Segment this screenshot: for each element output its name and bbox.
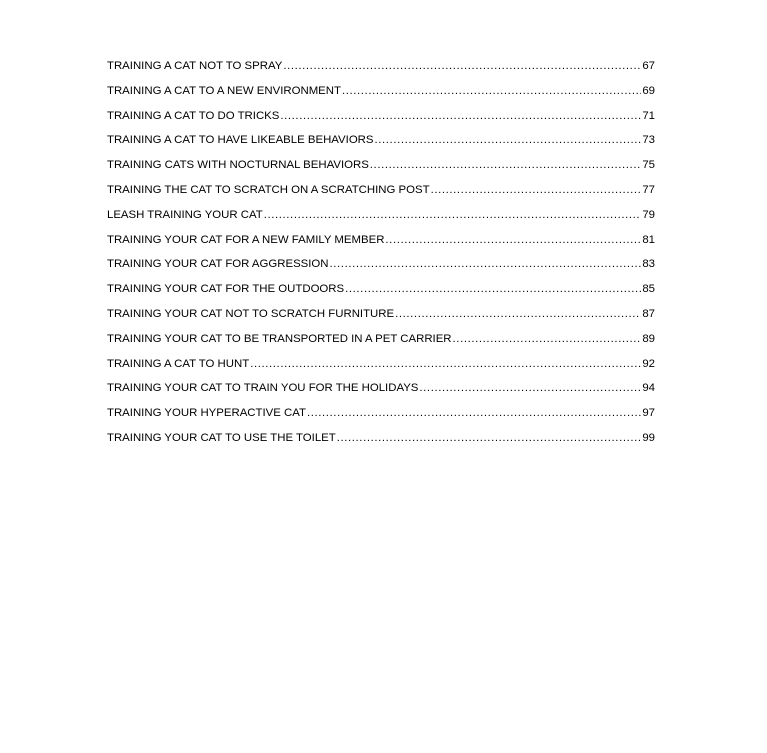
toc-entry[interactable] xyxy=(107,306,655,331)
toc-entry[interactable] xyxy=(107,256,655,281)
dot-leader xyxy=(385,232,641,249)
toc-entry-page-number: 89 xyxy=(642,332,655,345)
toc-entry-page-number: 92 xyxy=(642,357,655,370)
dot-leader xyxy=(342,83,641,100)
toc-entry-title: TRAINING YOUR CAT TO TRAIN YOU FOR THE HOLIDAYS xyxy=(107,382,419,395)
toc-entry[interactable] xyxy=(107,356,655,381)
toc-entry[interactable] xyxy=(107,405,655,430)
toc-entry[interactable] xyxy=(107,108,655,133)
dot-leader xyxy=(345,281,641,298)
dot-leader xyxy=(453,331,642,348)
toc-entry-page-number: 97 xyxy=(642,407,655,420)
dot-leader xyxy=(337,430,642,447)
toc-entry[interactable] xyxy=(107,58,655,83)
dot-leader xyxy=(307,405,641,422)
toc-entry[interactable] xyxy=(107,132,655,157)
toc-entry-page-number: 85 xyxy=(642,283,655,296)
toc-entry-title: TRAINING YOUR CAT NOT TO SCRATCH FURNITURE xyxy=(107,307,395,320)
toc-entry[interactable] xyxy=(107,83,655,108)
toc-entry-page-number: 81 xyxy=(642,233,655,246)
toc-entry-page-number: 67 xyxy=(642,60,655,72)
toc-entry-title: TRAINING A CAT TO HAVE LIKEABLE BEHAVIORS xyxy=(107,134,374,147)
toc-entry[interactable] xyxy=(107,430,655,455)
toc-entry-page-number: 94 xyxy=(642,382,655,395)
toc-entry-page-number: 99 xyxy=(642,431,655,444)
toc-entry-title: TRAINING YOUR CAT TO BE TRANSPORTED IN A PET CARRIER xyxy=(107,332,452,345)
toc-entry[interactable] xyxy=(107,331,655,356)
toc-entry-title: TRAINING YOUR CAT TO USE THE TOILET xyxy=(107,431,336,444)
toc-entry-page-number: 73 xyxy=(642,134,655,147)
toc-entry[interactable] xyxy=(107,232,655,257)
dot-leader xyxy=(250,356,641,373)
dot-leader xyxy=(419,380,641,397)
toc-entry-page-number: 75 xyxy=(642,159,655,172)
toc-entry-page-number: 71 xyxy=(642,109,655,122)
dot-leader xyxy=(264,207,642,224)
toc-entry-page-number: 79 xyxy=(642,208,655,221)
dot-leader xyxy=(280,108,641,125)
toc-entry-title: TRAINING YOUR HYPERACTIVE CAT xyxy=(107,407,306,420)
dot-leader xyxy=(283,58,641,75)
toc-entry-title: TRAINING THE CAT TO SCRATCH ON A SCRATCHING POST xyxy=(107,183,430,196)
toc-entry-title: TRAINING YOUR CAT FOR AGGRESSION xyxy=(107,258,329,271)
toc-entry-page-number: 83 xyxy=(642,258,655,271)
dot-leader xyxy=(395,306,641,323)
toc-entry-title: TRAINING A CAT TO DO TRICKS xyxy=(107,109,280,122)
toc-entry-title: LEASH TRAINING YOUR CAT xyxy=(107,208,263,221)
dot-leader xyxy=(370,157,642,174)
toc-entry-title: TRAINING YOUR CAT FOR THE OUTDOORS xyxy=(107,283,345,296)
toc-entry[interactable] xyxy=(107,157,655,182)
toc-entry[interactable] xyxy=(107,207,655,232)
toc-entry-page-number: 69 xyxy=(642,84,655,97)
toc-entry-title: TRAINING CATS WITH NOCTURNAL BEHAVIORS xyxy=(107,159,369,172)
dot-leader xyxy=(431,182,642,199)
toc-entry-title: TRAINING A CAT TO HUNT xyxy=(107,357,250,370)
toc-entry[interactable] xyxy=(107,281,655,306)
toc-entry-title: TRAINING A CAT TO A NEW ENVIRONMENT xyxy=(107,84,341,97)
toc-entry[interactable] xyxy=(107,182,655,207)
dot-leader xyxy=(330,256,642,273)
toc-entry[interactable] xyxy=(107,380,655,405)
dot-leader xyxy=(375,132,642,149)
toc-entry-title: TRAINING YOUR CAT FOR A NEW FAMILY MEMBER xyxy=(107,233,385,246)
toc-entry-page-number: 77 xyxy=(642,183,655,196)
table-of-contents xyxy=(107,58,655,455)
toc-entry-page-number: 87 xyxy=(642,307,655,320)
toc-entry-title: TRAINING A CAT NOT TO SPRAY xyxy=(107,60,283,72)
